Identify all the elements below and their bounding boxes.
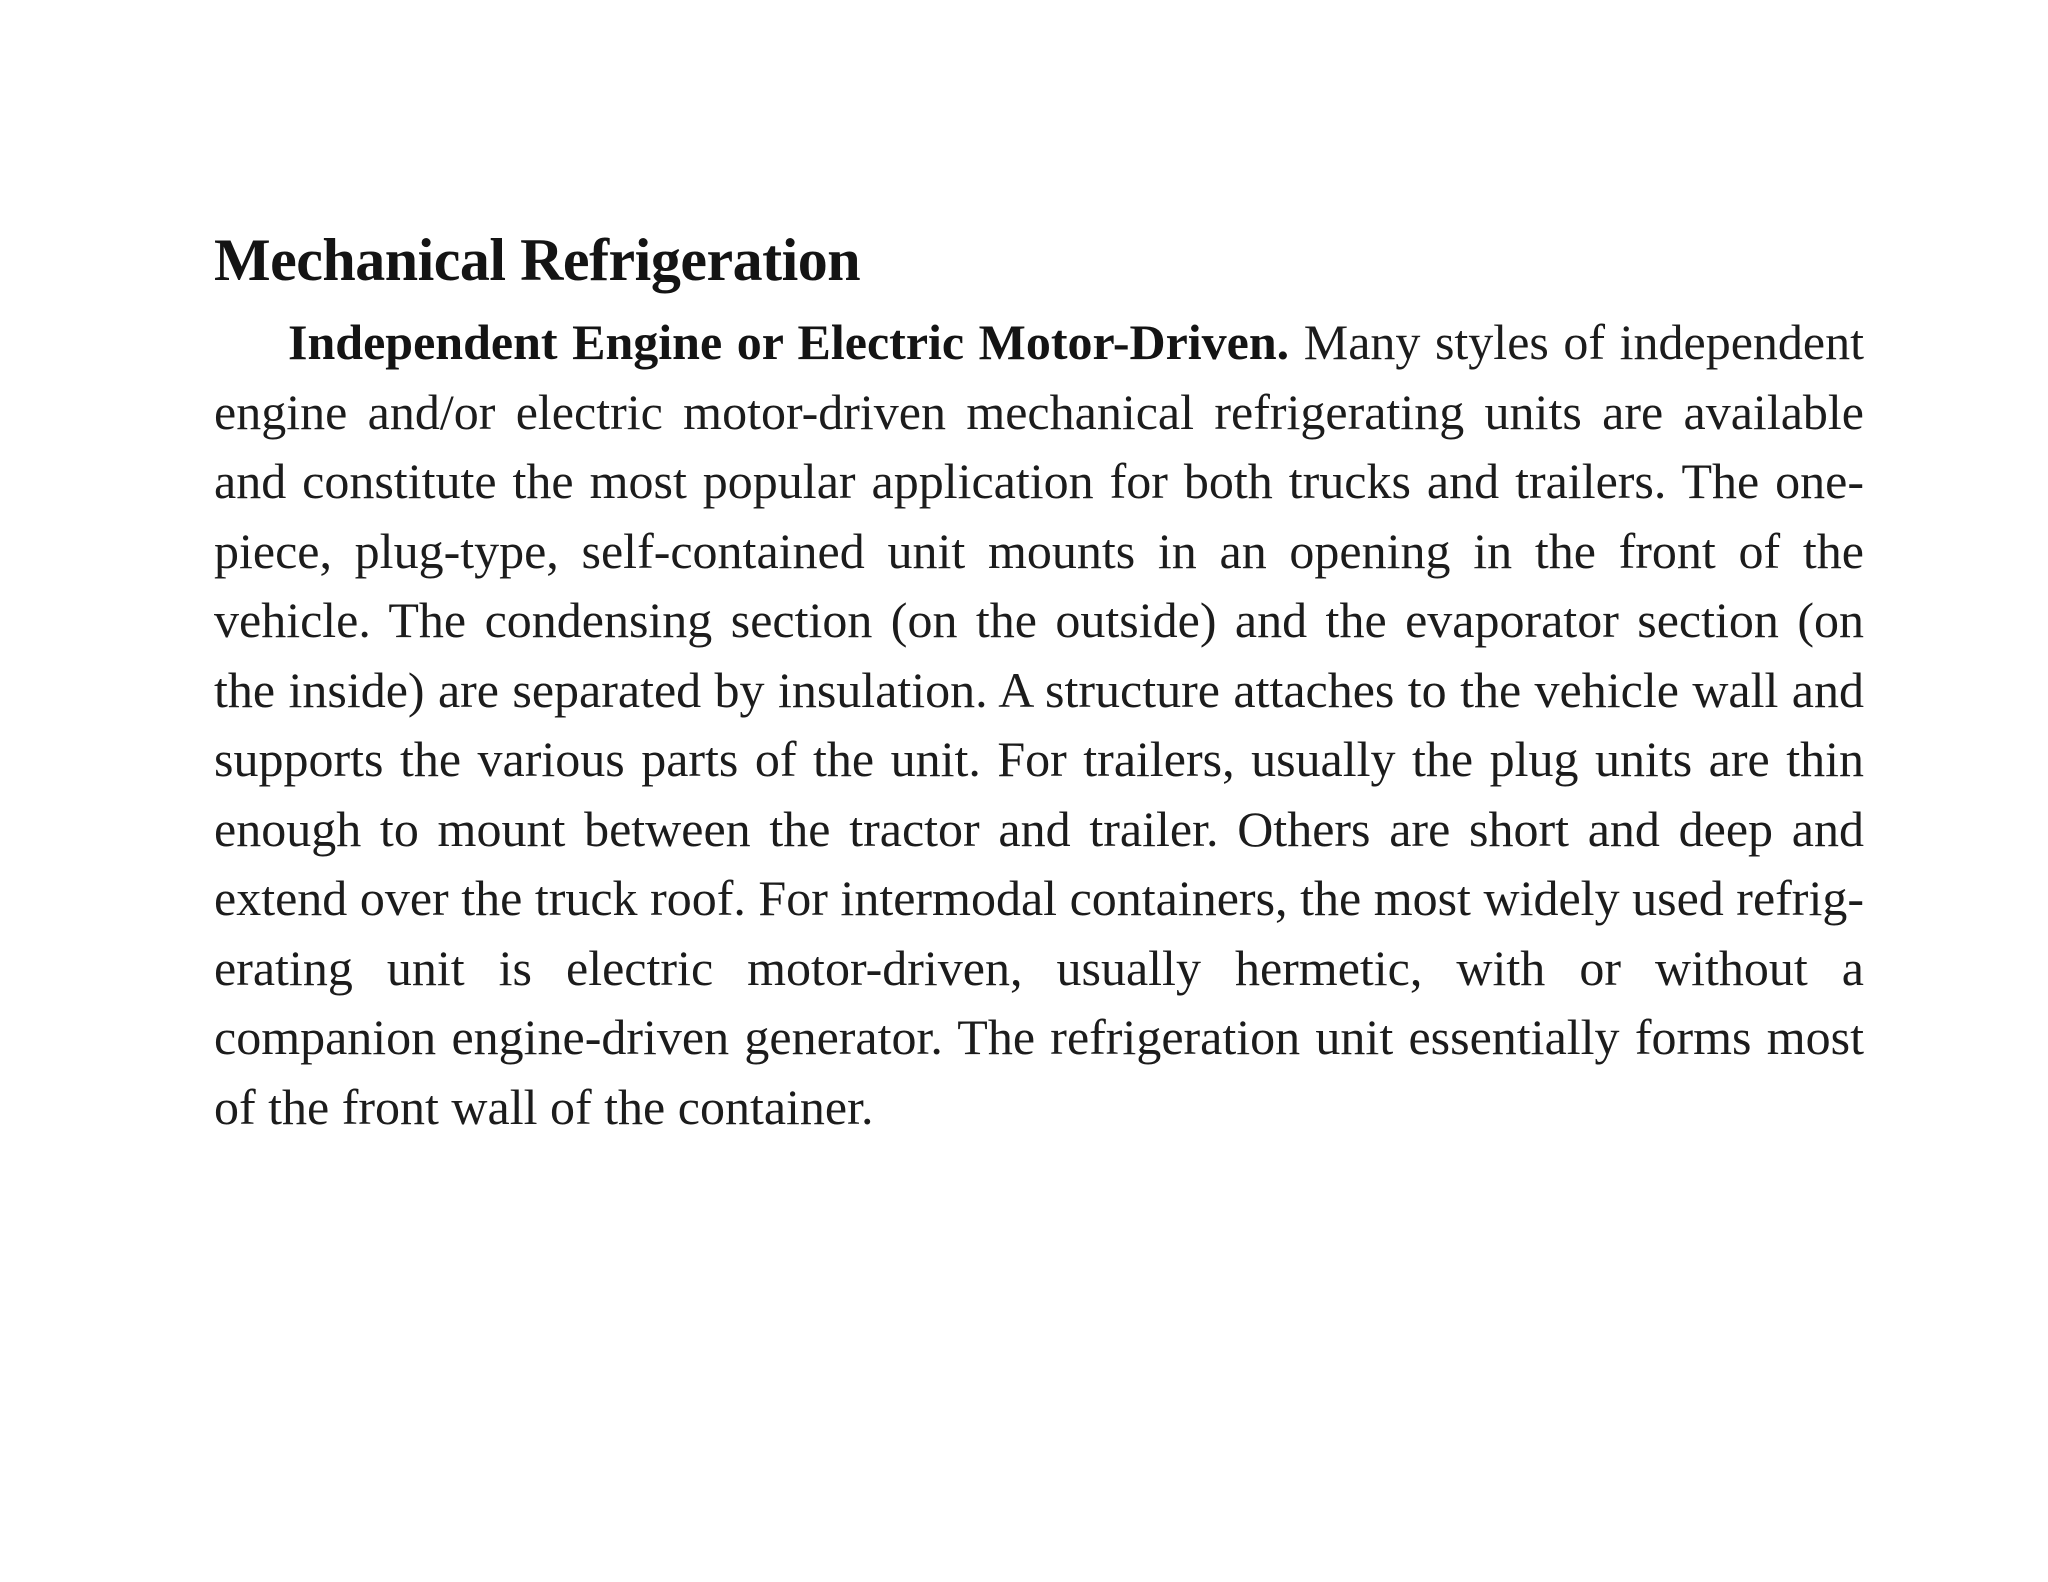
- section-content: [214, 222, 1864, 1142]
- paragraph-text: Many styles of independent engine and/or electric motor-driven mechanical refrigerating units are available and constitute the most popular application for both trucks and trailers. The one-piece, plug-type, self-contained unit mounts in an opening in the front of the vehicle. The condensing section (on the outside) and the evaporator section (on the inside) are separated by insulation. A structure attaches to the vehicle wall and supports the various parts of the unit. For trailers, usually the plug units are thin enough to mount between the tractor and trailer. Others are short and deep and extend over the truck roof. For intermodal containers, the most widely used refrigerating unit is electric motor-driven, usually hermetic, with or without a companion engine-driven generator. The refrigeration unit essentially forms most of the front wall of the container.: [214, 314, 1864, 1135]
- body-paragraph: [214, 308, 1864, 1142]
- section-title: Mechanical Refrigeration: [214, 227, 861, 293]
- run-in-subheading: Independent Engine or Electric Motor-Driven.: [288, 314, 1290, 370]
